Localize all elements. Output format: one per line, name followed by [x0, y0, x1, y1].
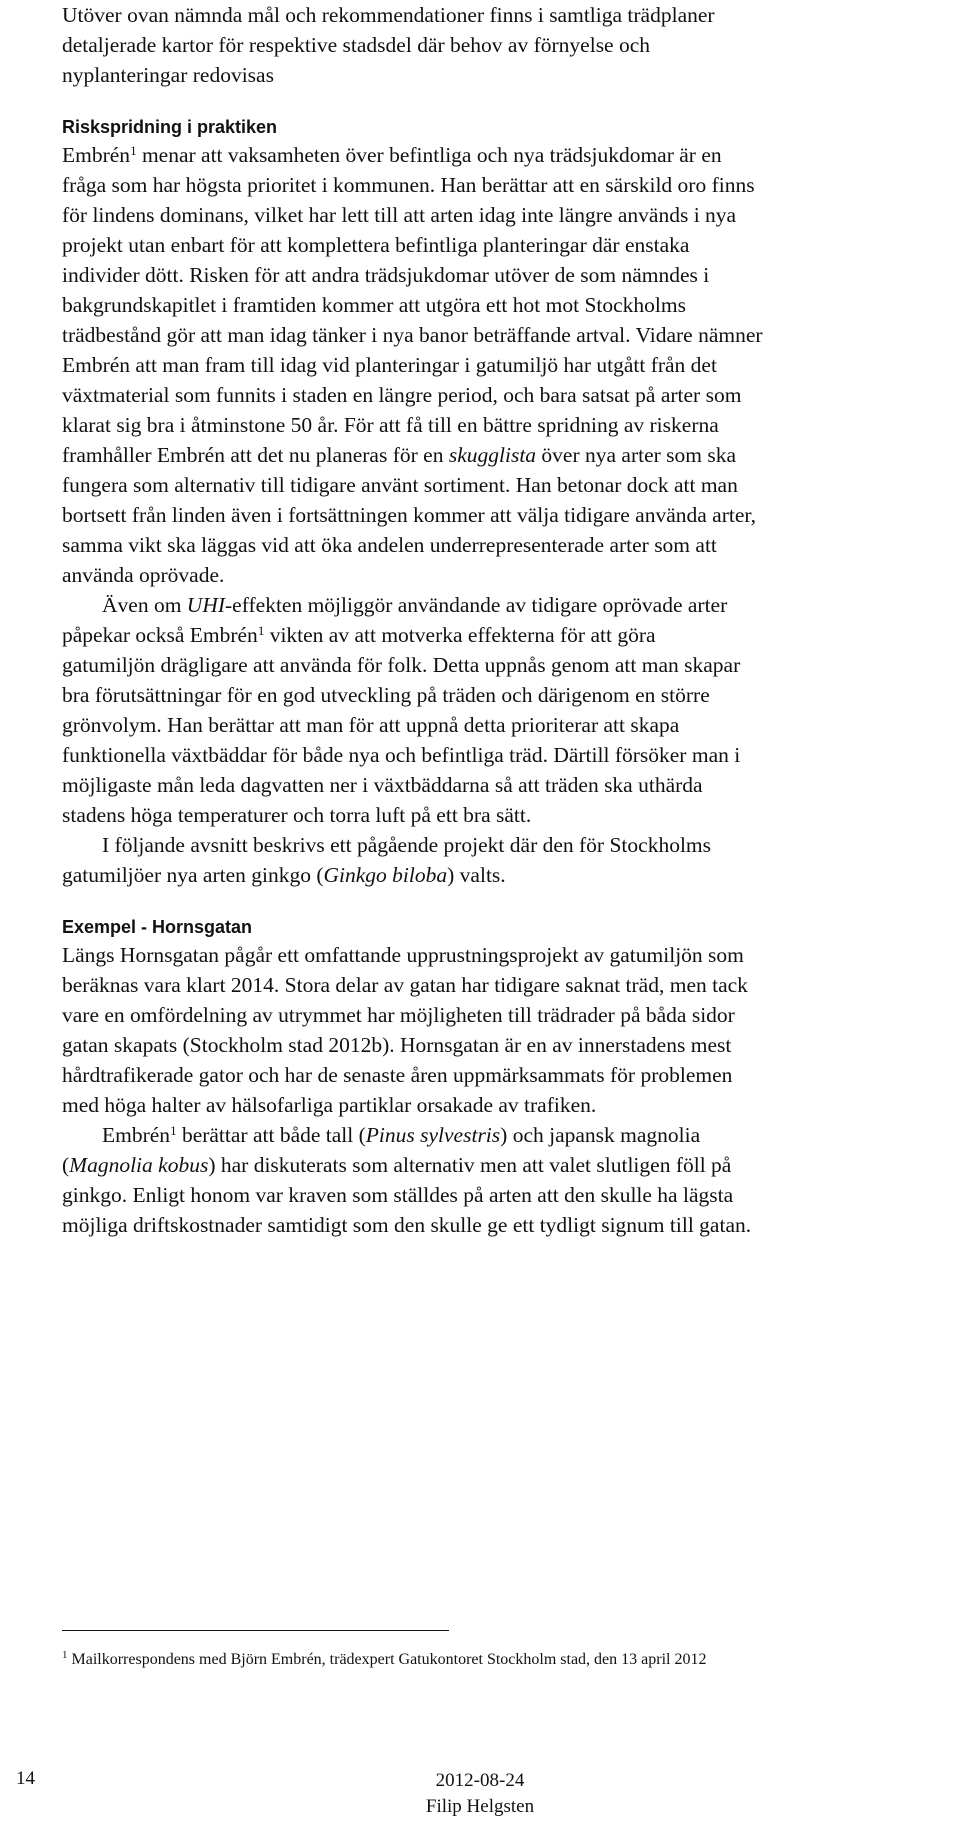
- text-run: Embrén: [102, 1123, 171, 1147]
- body-line: växtmaterial som funnits i staden en längre period, och bara satsat på arter som: [62, 383, 742, 407]
- body-line: gatumiljön drägligare att använda för folk. Detta uppnås genom att man skapar: [62, 653, 741, 677]
- footer-author: Filip Helgsten: [425, 1796, 535, 1817]
- body-line: Längs Hornsgatan pågår ett omfattande upprustningsprojekt av gatumiljön som: [62, 943, 744, 967]
- body-line: trädbestånd gör att man idag tänker i nya banor beträffande artval. Vidare nämner: [62, 323, 763, 347]
- body-line: funktionella växtbäddar för både nya och befintliga träd. Därtill försöker man i: [62, 743, 741, 767]
- emphasis: Ginkgo biloba: [323, 863, 448, 887]
- text-run: ) har diskuterats som alternativ men att valet slutligen föll på: [208, 1153, 732, 1177]
- emphasis: UHI: [186, 593, 226, 617]
- text-run: påpekar också Embrén: [62, 623, 258, 647]
- body-line: Embrén att man fram till idag vid planteringar i gatumiljö har utgått från det: [62, 353, 717, 377]
- body-line: ginkgo. Enligt honom var kraven som ställdes på arten att den skulle ha lägsta: [62, 1183, 734, 1207]
- page-number: 14: [16, 1768, 35, 1789]
- body-line: klarat sig bra i åtminstone 50 år. För att få till en bättre spridning av riskerna: [62, 413, 719, 437]
- emphasis: Pinus sylvestris: [365, 1123, 501, 1147]
- body-line: använda oprövade.: [62, 563, 225, 587]
- body-line: med höga halter av hälsofarliga partiklar orsakade av trafiken.: [62, 1093, 597, 1117]
- body-line: [62, 440, 736, 470]
- body-line: samma vikt ska läggas vid att öka andelen underrepresenterade arter som att: [62, 533, 717, 557]
- body-line: för lindens dominans, vilket har lett till att arten idag inte längre används i nya: [62, 203, 737, 227]
- body-line: I följande avsnitt beskrivs ett pågående projekt där den för Stockholms: [102, 833, 712, 857]
- body-line: [62, 860, 506, 890]
- text-run: vikten av att motverka effekterna för att göra: [264, 623, 656, 647]
- body-line: nyplanteringar redovisas: [62, 63, 274, 87]
- footnote-marker: 1: [62, 1649, 68, 1661]
- text-run: (: [62, 1153, 70, 1177]
- body-line: bortsett från linden även i fortsättningen kommer att välja tidigare använda arter,: [62, 503, 757, 527]
- body-line: gatan skapats (Stockholm stad 2012b). Hornsgatan är en av innerstadens mest: [62, 1033, 732, 1057]
- text-run: Embrén: [62, 143, 131, 167]
- footnote-text: Mailkorrespondens med Björn Embrén, trädexpert Gatukontoret Stockholm stad, den 13 april 2012: [67, 1651, 707, 1668]
- emphasis: Magnolia kobus: [69, 1153, 209, 1177]
- body-line: möjliga driftskostnader samtidigt som den skulle ge ett tydligt signum till gatan.: [62, 1213, 752, 1237]
- footnote-ref: 1: [170, 1123, 177, 1138]
- body-line: stadens höga temperaturer och torra luft på ett bra sätt.: [62, 803, 532, 827]
- text-run: framhåller Embrén att det nu planeras för en: [62, 443, 449, 467]
- section-heading-riskspridning: Riskspridning i praktiken: [62, 117, 278, 137]
- body-line: bra förutsättningar för en god utveckling på träden och därigenom en större: [62, 683, 710, 707]
- text-run: -effekten möjliggör användande av tidigare oprövade arter: [225, 593, 728, 617]
- text-run: över nya arter som ska: [536, 443, 737, 467]
- body-line: projekt utan enbart för att komplettera befintliga planteringar där enstaka: [62, 233, 690, 257]
- body-line: Utöver ovan nämnda mål och rekommendationer finns i samtliga trädplaner: [62, 3, 715, 27]
- body-line: individer dött. Risken för att andra trädsjukdomar utöver de som nämndes i: [62, 263, 710, 287]
- body-line: detaljerade kartor för respektive stadsdel där behov av förnyelse och: [62, 33, 651, 57]
- body-line: grönvolym. Han berättar att man för att uppnå detta prioriterar att skapa: [62, 713, 680, 737]
- text-run: Även om: [102, 593, 187, 617]
- body-line: fungera som alternativ till tidigare använt sortiment. Han betonar dock att man: [62, 473, 738, 497]
- body-line: fråga som har högsta prioritet i kommunen. Han berättar att en särskild oro finns: [62, 173, 755, 197]
- text-run: berättar att både tall (: [176, 1123, 366, 1147]
- emphasis: skugglista: [448, 443, 537, 467]
- body-line: bakgrundskapitlet i framtiden kommer att utgöra ett hot mot Stockholms: [62, 293, 686, 317]
- text-run: gatumiljöer nya arten ginkgo (: [62, 863, 324, 887]
- text-run: ) och japansk magnolia: [500, 1123, 701, 1147]
- body-line: [102, 590, 727, 620]
- body-line: beräknas vara klart 2014. Stora delar av gatan har tidigare saknat träd, men tack: [62, 973, 748, 997]
- text-run: ) valts.: [447, 863, 506, 887]
- text-run: menar att vaksamheten över befintliga och nya trädsjukdomar är en: [136, 143, 722, 167]
- body-line: [62, 1150, 731, 1180]
- body-line: [102, 1120, 700, 1150]
- footnote: [62, 1650, 706, 1670]
- body-line: [62, 620, 656, 650]
- body-line: hårdtrafikerade gator och har de senaste åren uppmärksammats för problemen: [62, 1063, 733, 1087]
- section-heading-hornsgatan: Exempel - Hornsgatan: [62, 917, 253, 937]
- body-line: [62, 140, 722, 170]
- footer-date: 2012-08-24: [435, 1770, 525, 1791]
- footnote-separator: [62, 1630, 449, 1631]
- footnote-ref: 1: [130, 143, 137, 158]
- body-line: möjligaste mån leda dagvatten ner i växtbäddarna så att träden ska uthärda: [62, 773, 703, 797]
- body-line: vare en omfördelning av utrymmet har möjligheten till trädrader på båda sidor: [62, 1003, 735, 1027]
- footnote-ref: 1: [257, 623, 265, 638]
